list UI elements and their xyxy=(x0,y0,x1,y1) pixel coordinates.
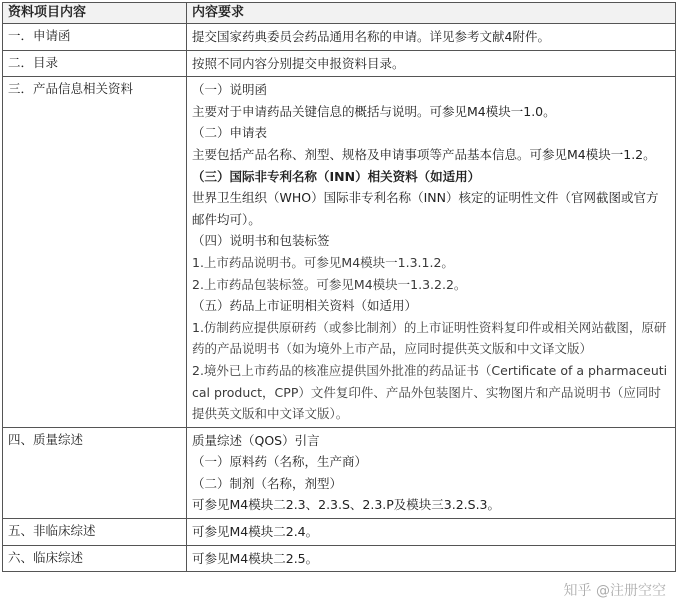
requirement-line: 1.仿制药应提供原研药（或参比制剂）的上市证明性资料复印件或相关网站截图，原研药的产品说明书（如为境外上市产品，应同时提供英文版和中文译文版） xyxy=(192,319,667,357)
subsection-heading: （二）申请表 xyxy=(192,125,268,141)
requirement-line: 1.上市药品说明书。可参见M4模块一1.3.1.2。 xyxy=(192,254,454,270)
table-row xyxy=(3,50,676,77)
requirement-line: 可参见M4模块二2.4。 xyxy=(192,524,319,540)
subsection-heading: （三）国际非专利名称（INN）相关资料（如适用） xyxy=(192,168,481,184)
subsection-heading: （四）说明书和包装标签 xyxy=(192,233,330,249)
table-row xyxy=(3,545,676,572)
row-item: 三．产品信息相关资料 xyxy=(3,77,187,428)
requirement-line: 可参见M4模块二2.3、2.3.S、2.3.P及模块三3.2.S.3。 xyxy=(192,497,501,513)
requirement-line: 质量综述（QOS）引言 xyxy=(192,432,320,448)
row-requirements xyxy=(187,545,676,572)
table-header-row xyxy=(3,3,676,24)
row-item: 五、非临床综述 xyxy=(3,519,187,546)
header-item-content: 资料项目内容 xyxy=(3,3,187,24)
row-item: 六、临床综述 xyxy=(3,545,187,572)
requirement-line: 2.上市药品包装标签。可参见M4模块一1.3.2.2。 xyxy=(192,276,467,292)
requirements-table xyxy=(2,2,676,572)
watermark: 知乎 @注册空空 xyxy=(563,583,666,599)
row-item: 二．目录 xyxy=(3,50,187,77)
row-item: 四、质量综述 xyxy=(3,427,187,518)
table-row xyxy=(3,77,676,428)
subsection-heading: （一）说明函 xyxy=(192,82,268,98)
requirement-line: 可参见M4模块二2.5。 xyxy=(192,550,319,566)
row-requirements xyxy=(187,427,676,518)
row-requirements xyxy=(187,77,676,428)
requirement-line: 世界卫生组织（WHO）国际非专利名称（INN）核定的证明性文件（官网截图或官方邮件均可）。 xyxy=(192,190,659,227)
requirement-line: 主要包括产品名称、剂型、规格及申请事项等产品基本信息。可参见M4模块一1.2。 xyxy=(192,146,656,162)
requirement-line: 按照不同内容分别提交申报资料目录。 xyxy=(192,55,405,71)
table-row xyxy=(3,427,676,518)
table-row xyxy=(3,24,676,51)
row-requirements xyxy=(187,50,676,77)
requirement-line: 2.境外已上市药品的核准应提供国外批准的药品证书（Certificate of a pharmaceutical product，CPP）文件复印件、产品外包装图片、实物图片和产品说明书（应同时提供英文版和中文译文版）。 xyxy=(192,362,668,422)
row-item: 一．申请函 xyxy=(3,24,187,51)
requirement-line: 主要对于申请药品关键信息的概括与说明。可参见M4模块一1.0。 xyxy=(192,103,556,119)
row-requirements xyxy=(187,519,676,546)
row-requirements xyxy=(187,24,676,51)
requirement-line: （二）制剂（名称，剂型） xyxy=(192,475,343,491)
requirement-line: 提交国家药典委员会药品通用名称的申请。详见参考文献4附件。 xyxy=(192,29,550,44)
requirement-line: （一）原料药（名称，生产商） xyxy=(192,454,368,470)
header-requirements: 内容要求 xyxy=(187,3,676,24)
subsection-heading: （五）药品上市证明相关资料（如适用） xyxy=(192,298,418,314)
table-row xyxy=(3,519,676,546)
